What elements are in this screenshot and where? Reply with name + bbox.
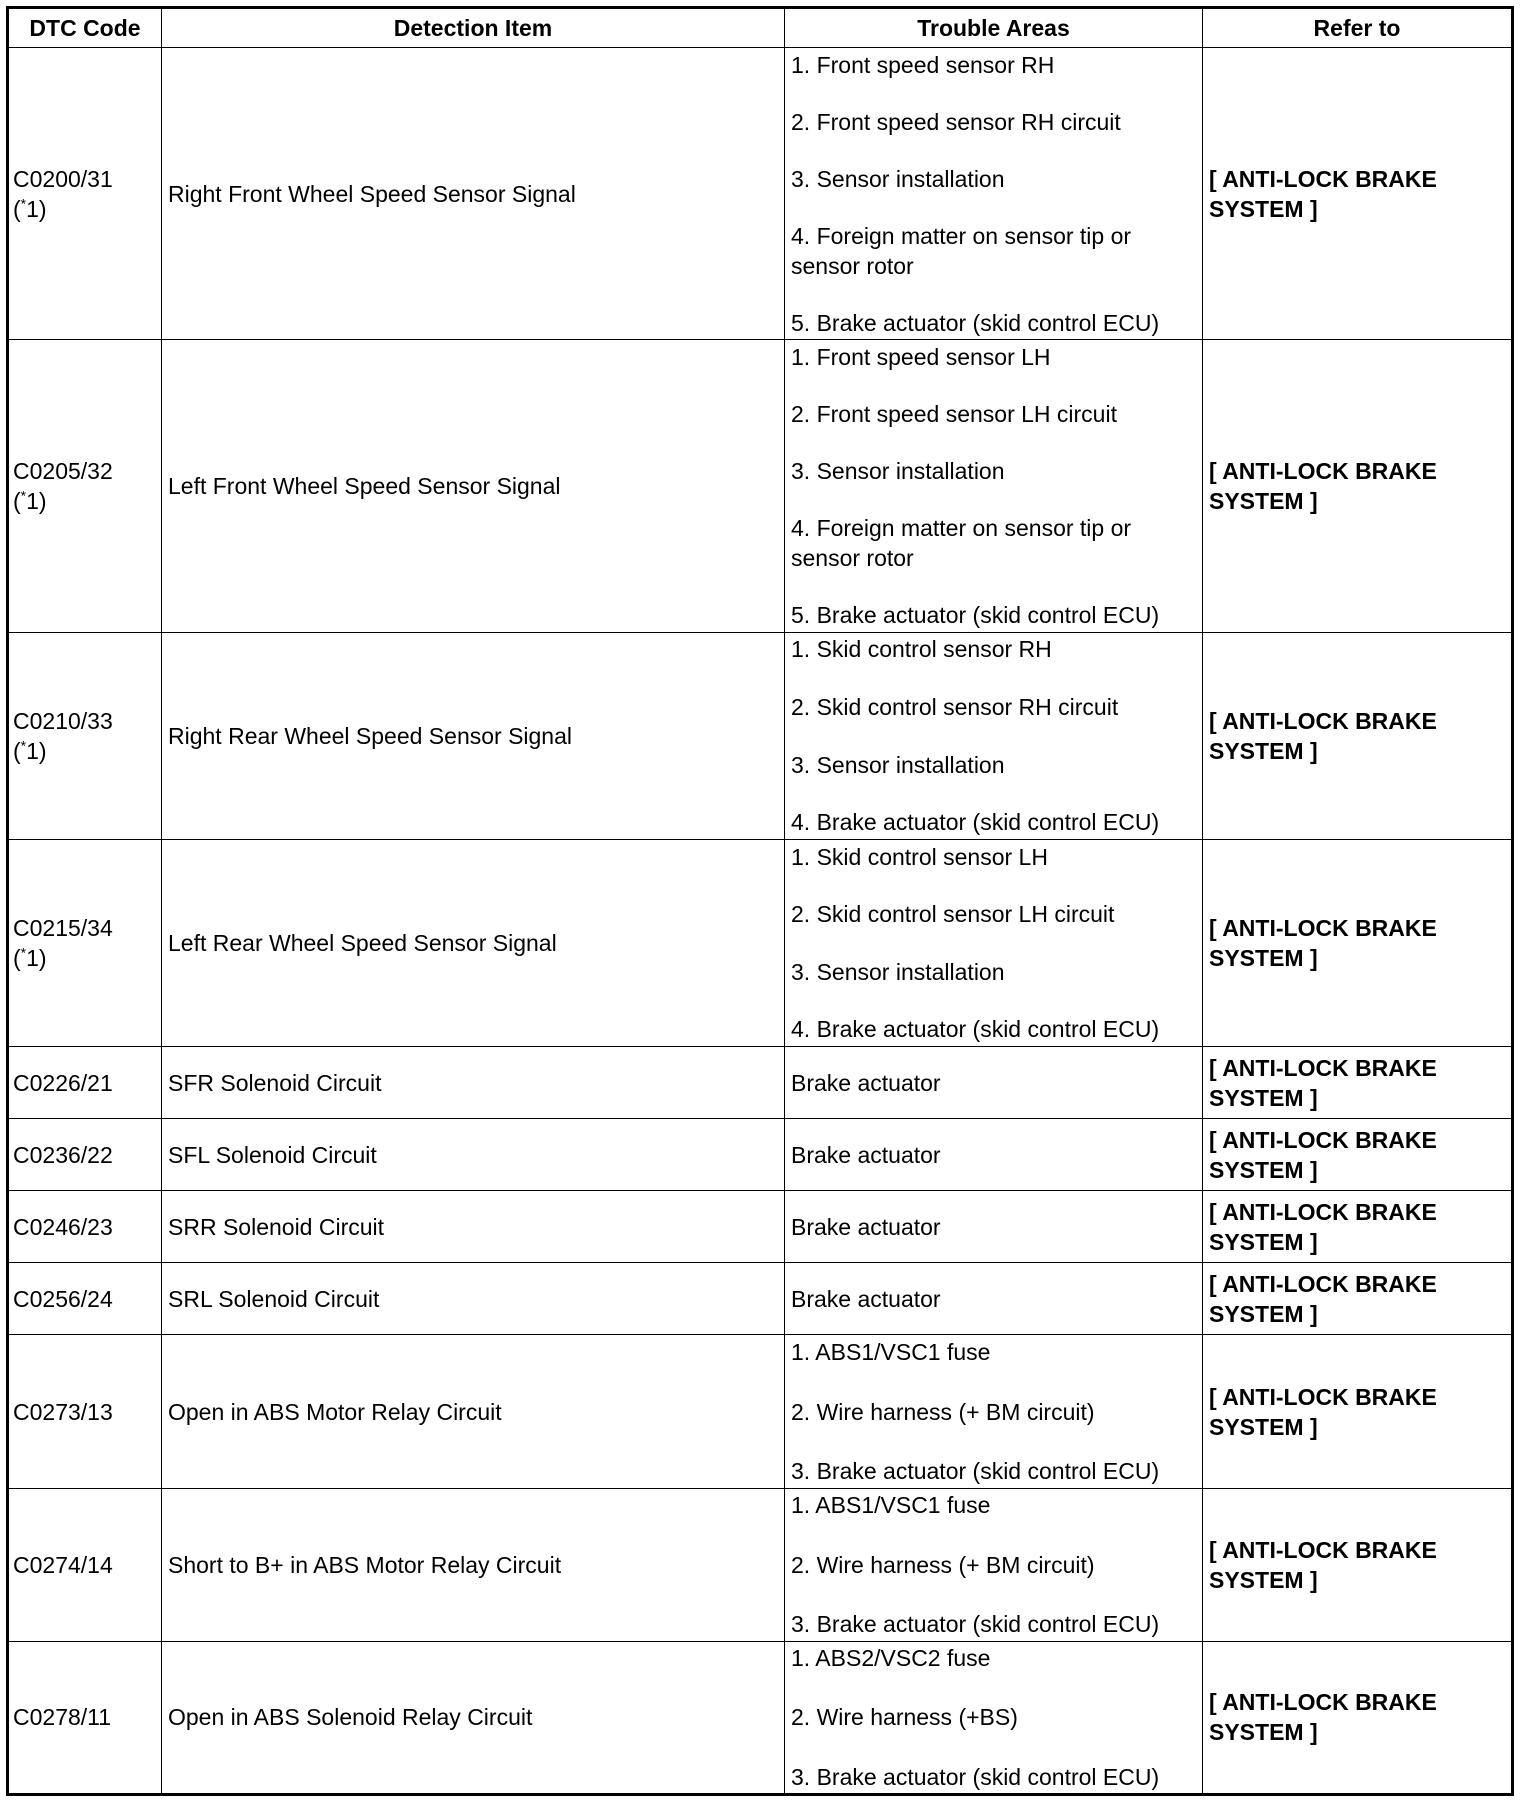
dtc-code: C0200/31 [13, 165, 113, 192]
refer-to-link[interactable]: [ ANTI-LOCK BRAKE SYSTEM ] [1209, 707, 1437, 764]
trouble-area-item: 4. Brake actuator (skid control ECU) [791, 809, 1160, 836]
trouble-area-item: 4. Foreign matter on sensor tip or sensor rotor [791, 514, 1132, 571]
detection-item: Right Front Wheel Speed Sensor Signal [162, 48, 785, 340]
refer-to-cell [1203, 1047, 1513, 1119]
trouble-areas-list [791, 1212, 1198, 1242]
trouble-area-item: 1. Skid control sensor RH [791, 636, 1052, 663]
trouble-areas-cell [785, 839, 1203, 1046]
trouble-area-item: 5. Brake actuator (skid control ECU) [791, 601, 1160, 628]
trouble-area-item: 1. ABS1/VSC1 fuse [791, 1492, 991, 1519]
table-row [8, 1488, 1513, 1641]
trouble-area-item: 3. Sensor installation [791, 958, 1005, 985]
note-asterisk: * [20, 487, 27, 504]
refer-to-cell [1203, 1335, 1513, 1488]
dtc-code: C0226/21 [13, 1069, 113, 1096]
dtc-code-cell [8, 632, 162, 839]
trouble-area-item: 1. ABS1/VSC1 fuse [791, 1339, 991, 1366]
trouble-area-item: 4. Foreign matter on sensor tip or sensor rotor [791, 222, 1132, 279]
trouble-area-item: 3. Sensor installation [791, 751, 1005, 778]
header-trouble-areas: Trouble Areas [785, 8, 1203, 48]
trouble-area-item: 5. Brake actuator (skid control ECU) [791, 309, 1160, 336]
note-asterisk: * [20, 944, 27, 961]
refer-to-cell [1203, 1191, 1513, 1263]
dtc-table [6, 6, 1514, 1796]
refer-to-link[interactable]: [ ANTI-LOCK BRAKE SYSTEM ] [1209, 1198, 1437, 1255]
refer-to-cell [1203, 632, 1513, 839]
trouble-areas-cell [785, 632, 1203, 839]
note-number: 1 [26, 487, 39, 514]
table-row [8, 340, 1513, 632]
detection-item: SFR Solenoid Circuit [162, 1047, 785, 1119]
dtc-note: (*1) [13, 195, 47, 222]
refer-to-link[interactable]: [ ANTI-LOCK BRAKE SYSTEM ] [1209, 1383, 1437, 1440]
note-asterisk: * [20, 195, 27, 211]
trouble-areas-list [791, 342, 1198, 630]
dtc-code-cell [8, 1263, 162, 1335]
dtc-code: C0278/11 [13, 1704, 112, 1731]
trouble-area-item: 4. Brake actuator (skid control ECU) [791, 1016, 1160, 1043]
dtc-code: C0274/14 [13, 1551, 113, 1578]
table-row [8, 1641, 1513, 1794]
refer-to-link[interactable]: [ ANTI-LOCK BRAKE SYSTEM ] [1209, 457, 1437, 514]
refer-to-cell [1203, 1641, 1513, 1794]
trouble-area-item: 1. ABS2/VSC2 fuse [791, 1644, 991, 1671]
trouble-area-item: 3. Brake actuator (skid control ECU) [791, 1611, 1160, 1638]
dtc-code: C0205/32 [13, 457, 113, 484]
dtc-code-cell [8, 1335, 162, 1488]
note-number: 1 [26, 737, 39, 764]
dtc-code: C0215/34 [13, 915, 113, 941]
header-row [8, 8, 1513, 48]
trouble-areas-cell [785, 340, 1203, 632]
dtc-code: C0246/23 [13, 1213, 113, 1240]
table-row [8, 632, 1513, 839]
trouble-area-item: 2. Wire harness (+ BM circuit) [791, 1551, 1095, 1578]
refer-to-cell [1203, 48, 1513, 340]
trouble-area-item: 2. Front speed sensor LH circuit [791, 400, 1117, 427]
trouble-area-item: 2. Wire harness (+BS) [791, 1704, 1018, 1731]
refer-to-link[interactable]: [ ANTI-LOCK BRAKE SYSTEM ] [1209, 1054, 1437, 1111]
trouble-area-item: 2. Front speed sensor RH circuit [791, 108, 1121, 135]
trouble-area-item: 1. Skid control sensor LH [791, 843, 1048, 870]
detection-item: Left Front Wheel Speed Sensor Signal [162, 340, 785, 632]
trouble-area-item: Brake actuator [791, 1141, 941, 1168]
trouble-areas-cell [785, 48, 1203, 340]
trouble-areas-list [791, 1337, 1198, 1486]
detection-item: Open in ABS Motor Relay Circuit [162, 1335, 785, 1488]
dtc-code-cell [8, 1641, 162, 1794]
trouble-areas-list [791, 50, 1198, 338]
trouble-areas-cell [785, 1641, 1203, 1794]
refer-to-cell [1203, 1488, 1513, 1641]
table-header [8, 8, 1513, 48]
table-row [8, 839, 1513, 1046]
trouble-area-item: Brake actuator [791, 1069, 941, 1096]
refer-to-link[interactable]: [ ANTI-LOCK BRAKE SYSTEM ] [1209, 1689, 1437, 1746]
dtc-note: (*1) [13, 944, 47, 971]
trouble-area-item: Brake actuator [791, 1213, 941, 1240]
trouble-area-item: 3. Sensor installation [791, 165, 1005, 192]
trouble-areas-list [791, 1490, 1198, 1639]
header-dtc-code: DTC Code [8, 8, 162, 48]
trouble-areas-cell [785, 1119, 1203, 1191]
detection-item: Left Rear Wheel Speed Sensor Signal [162, 839, 785, 1046]
table-row [8, 1191, 1513, 1263]
trouble-areas-list [791, 842, 1198, 1045]
trouble-areas-list [791, 1068, 1198, 1098]
trouble-area-item: 3. Sensor installation [791, 457, 1005, 484]
detection-item: SFL Solenoid Circuit [162, 1119, 785, 1191]
trouble-area-item: 2. Skid control sensor RH circuit [791, 693, 1119, 720]
trouble-area-item: 1. Front speed sensor LH [791, 343, 1051, 370]
trouble-areas-cell [785, 1488, 1203, 1641]
trouble-area-item: Brake actuator [791, 1285, 941, 1312]
dtc-code-cell [8, 1488, 162, 1641]
trouble-area-item: 3. Brake actuator (skid control ECU) [791, 1458, 1160, 1485]
trouble-area-item: 1. Front speed sensor RH [791, 51, 1055, 78]
trouble-areas-cell [785, 1191, 1203, 1263]
refer-to-link[interactable]: [ ANTI-LOCK BRAKE SYSTEM ] [1209, 915, 1437, 971]
table-row [8, 1047, 1513, 1119]
trouble-areas-list [791, 1643, 1198, 1792]
detection-item: Short to B+ in ABS Motor Relay Circuit [162, 1488, 785, 1641]
refer-to-link[interactable]: [ ANTI-LOCK BRAKE SYSTEM ] [1209, 1126, 1437, 1183]
dtc-code-cell [8, 340, 162, 632]
dtc-note: (*1) [13, 487, 47, 514]
header-refer-to: Refer to [1203, 8, 1513, 48]
note-number: 1 [26, 945, 39, 971]
trouble-areas-cell [785, 1335, 1203, 1488]
trouble-area-item: 3. Brake actuator (skid control ECU) [791, 1763, 1160, 1790]
note-asterisk: * [20, 737, 27, 754]
dtc-code-cell [8, 839, 162, 1046]
trouble-areas-list [791, 1140, 1198, 1170]
trouble-areas-list [791, 1284, 1198, 1314]
dtc-code-cell [8, 1047, 162, 1119]
detection-item: SRL Solenoid Circuit [162, 1263, 785, 1335]
dtc-note: (*1) [13, 737, 47, 764]
header-detection-item: Detection Item [162, 8, 785, 48]
detection-item: Right Rear Wheel Speed Sensor Signal [162, 632, 785, 839]
note-number: 1 [26, 195, 39, 222]
detection-item: Open in ABS Solenoid Relay Circuit [162, 1641, 785, 1794]
detection-item: SRR Solenoid Circuit [162, 1191, 785, 1263]
refer-to-cell [1203, 340, 1513, 632]
refer-to-link[interactable]: [ ANTI-LOCK BRAKE SYSTEM ] [1209, 1536, 1437, 1593]
dtc-code: C0236/22 [13, 1141, 113, 1168]
table-row [8, 1335, 1513, 1488]
table-body [8, 48, 1513, 1795]
refer-to-cell [1203, 1119, 1513, 1191]
refer-to-link[interactable]: [ ANTI-LOCK BRAKE SYSTEM ] [1209, 165, 1437, 222]
table-row [8, 48, 1513, 340]
refer-to-cell [1203, 839, 1513, 1046]
dtc-code-cell [8, 1191, 162, 1263]
trouble-areas-list [791, 634, 1198, 837]
refer-to-cell [1203, 1263, 1513, 1335]
trouble-area-item: 2. Skid control sensor LH circuit [791, 901, 1115, 928]
trouble-area-item: 2. Wire harness (+ BM circuit) [791, 1398, 1095, 1425]
dtc-code: C0210/33 [13, 707, 113, 734]
table-row [8, 1119, 1513, 1191]
dtc-code: C0273/13 [13, 1398, 113, 1425]
trouble-areas-cell [785, 1047, 1203, 1119]
refer-to-link[interactable]: [ ANTI-LOCK BRAKE SYSTEM ] [1209, 1270, 1437, 1327]
dtc-code-cell [8, 1119, 162, 1191]
table-row [8, 1263, 1513, 1335]
trouble-areas-cell [785, 1263, 1203, 1335]
dtc-code: C0256/24 [13, 1285, 113, 1312]
dtc-code-cell [8, 48, 162, 340]
